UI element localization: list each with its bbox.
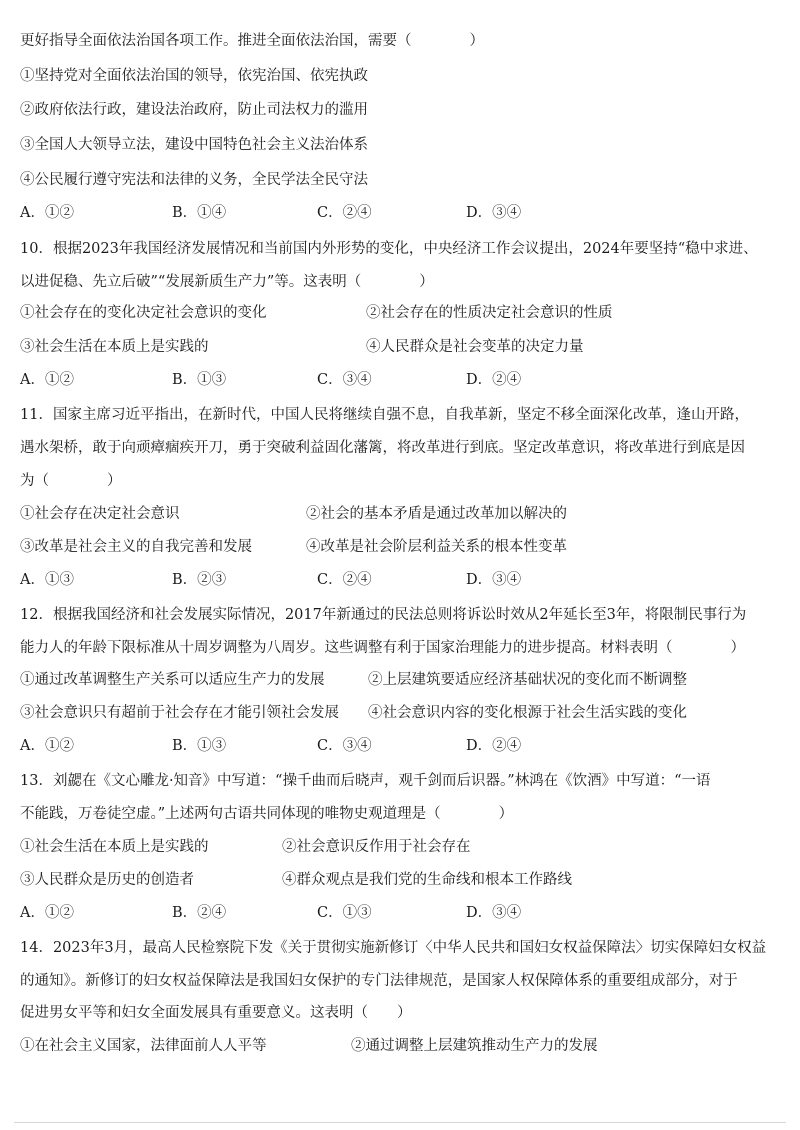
q9-choice-d[interactable]: D．③④ [466, 205, 522, 221]
q10-option-2: ②社会存在的性质决定社会意识的性质 [366, 305, 613, 321]
q11-option-4: ④改革是社会阶层利益关系的根本性变革 [306, 539, 567, 555]
q13-choice-d[interactable]: D．③④ [466, 905, 522, 921]
q11-stem-line-1: 11．国家主席习近平指出，在新时代，中国人民将继续自强不息，自我革新，坚定不移全面深化改革，逢山开路， [20, 407, 749, 423]
q9-choice-a[interactable]: A．①② [20, 205, 74, 221]
q11-option-1: ①社会存在决定社会意识 [20, 506, 180, 522]
q9-stem-end: 更好指导全面依法治国各项工作。推进全面依法治国，需要（ ） [20, 33, 484, 49]
q13-choice-b[interactable]: B．②④ [172, 905, 227, 921]
q10-stem-line-1: 10．根据2023年我国经济发展情况和当前国内外形势的变化，中央经济工作会议提出，2024年要坚持“稳中求进、 [20, 241, 758, 257]
q11-stem-line-2: 遇水架桥，敢于向顽瘴痼疾开刀，勇于突破利益固化藩篱，将改革进行到底。坚定改革意识，将改革进行到底是因 [20, 440, 745, 456]
q10-choice-c[interactable]: C．③④ [317, 372, 372, 388]
q14-option-2: ②通过调整上层建筑推动生产力的发展 [351, 1038, 598, 1054]
q13-option-3: ③人民群众是历史的创造者 [20, 872, 194, 888]
q11-choice-c[interactable]: C．②④ [317, 572, 372, 588]
q9-option-2: ②政府依法行政，建设法治政府，防止司法权力的滥用 [20, 102, 368, 118]
q13-choice-c[interactable]: C．①③ [317, 905, 372, 921]
q11-choice-b[interactable]: B．②③ [172, 572, 227, 588]
q12-option-1: ①通过改革调整生产关系可以适应生产力的发展 [20, 672, 325, 688]
q13-option-1: ①社会生活在本质上是实践的 [20, 839, 209, 855]
q10-choice-a[interactable]: A．①② [20, 372, 74, 388]
q13-option-2: ②社会意识反作用于社会存在 [282, 839, 471, 855]
q9-option-4: ④公民履行遵守宪法和法律的义务，全民学法全民守法 [20, 172, 368, 188]
q12-stem-line-2: 能力人的年龄下限标准从十周岁调整为八周岁。这些调整有利于国家治理能力的进步提高。材料表明（ ） [20, 640, 745, 656]
q12-option-4: ④社会意识内容的变化根源于社会生活实践的变化 [368, 705, 687, 721]
q13-stem-line-1: 13．刘勰在《文心雕龙·知音》中写道：“操千曲而后晓声，观千剑而后识器。”林鸿在《饮酒》中写道：“一语 [20, 773, 711, 789]
q10-option-4: ④人民群众是社会变革的决定力量 [366, 339, 584, 355]
q10-option-1: ①社会存在的变化决定社会意识的变化 [20, 305, 267, 321]
q12-option-3: ③社会意识只有超前于社会存在才能引领社会发展 [20, 705, 339, 721]
q14-stem-line-2: 的通知》。新修订的妇女权益保障法是我国妇女保护的专门法律规范，是国家人权保障体系的重要组成部分，对于 [20, 973, 738, 989]
q12-stem-line-1: 12．根据我国经济和社会发展实际情况，2017年新通过的民法总则将诉讼时效从2年延长至3年，将限制民事行为 [20, 607, 747, 623]
q9-option-3: ③全国人大领导立法，建设中国特色社会主义法治体系 [20, 137, 368, 153]
q9-choice-b[interactable]: B．①④ [172, 205, 227, 221]
q11-choice-d[interactable]: D．③④ [466, 572, 522, 588]
page-bottom-divider [14, 1122, 786, 1123]
q12-choice-c[interactable]: C．③④ [317, 738, 372, 754]
q10-choice-b[interactable]: B．①③ [172, 372, 227, 388]
q13-choice-a[interactable]: A．①② [20, 905, 74, 921]
q9-option-1: ①坚持党对全面依法治国的领导，依宪治国、依宪执政 [20, 68, 368, 84]
q10-choice-d[interactable]: D．②④ [466, 372, 522, 388]
q11-option-2: ②社会的基本矛盾是通过改革加以解决的 [306, 506, 567, 522]
q14-stem-line-3: 促进男女平等和妇女全面发展具有重要意义。这表明（ ） [20, 1005, 412, 1021]
q9-choice-c[interactable]: C．②④ [317, 205, 372, 221]
q14-stem-line-1: 14．2023年3月，最高人民检察院下发《关于贯彻实施新修订〈中华人民共和国妇女权益保障法〉切实保障妇女权益 [20, 940, 767, 956]
q11-option-3: ③改革是社会主义的自我完善和发展 [20, 539, 252, 555]
q12-option-2: ②上层建筑要适应经济基础状况的变化而不断调整 [368, 672, 687, 688]
q12-choice-d[interactable]: D．②④ [466, 738, 522, 754]
q11-stem-line-3: 为（ ） [20, 473, 122, 489]
q12-choice-a[interactable]: A．①② [20, 738, 74, 754]
q13-option-4: ④群众观点是我们党的生命线和根本工作路线 [282, 872, 572, 888]
q10-option-3: ③社会生活在本质上是实践的 [20, 339, 209, 355]
q12-choice-b[interactable]: B．①③ [172, 738, 227, 754]
q14-option-1: ①在社会主义国家，法律面前人人平等 [20, 1038, 267, 1054]
q10-stem-line-2: 以进促稳、先立后破”“发展新质生产力”等。这表明（ ） [20, 274, 434, 290]
q11-choice-a[interactable]: A．①③ [20, 572, 74, 588]
q13-stem-line-2: 不能践，万卷徒空虚。”上述两句古语共同体现的唯物史观道理是（ ） [20, 806, 514, 822]
